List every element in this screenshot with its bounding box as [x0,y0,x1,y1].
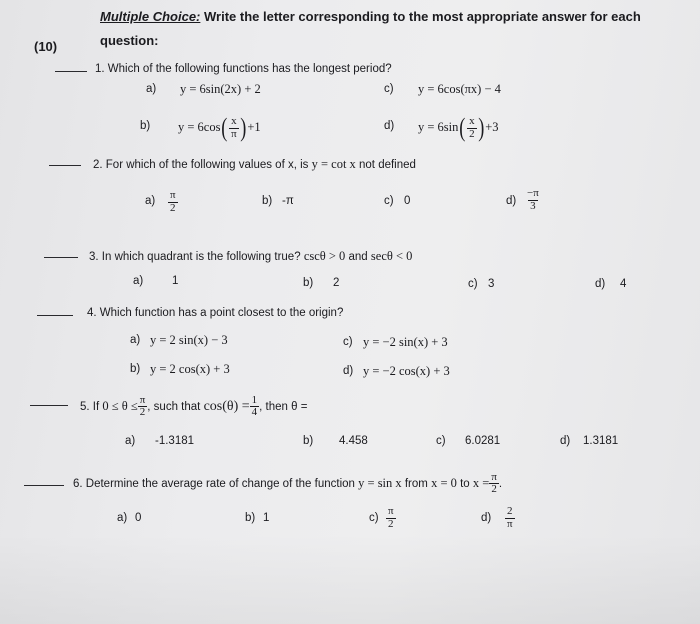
q3-and: and [348,251,368,263]
q1-b-rparen: ) [240,113,247,143]
q5-such: , such that [147,401,201,413]
q5-option-d: 1.3181 [583,435,619,447]
q6-x1-fraction [489,472,499,496]
q6-d-den: π [507,517,513,530]
q3-cond1: cscθ > 0 [303,249,346,263]
answer-blank-q3[interactable] [44,257,78,258]
q5-range-fraction [138,395,148,419]
q6-question [73,470,502,497]
q4-option-a-label: a) [130,334,141,346]
q5-cos-den: 4 [251,406,258,419]
q4-option-a: y = 2 sin(x) − 3 [150,333,228,347]
q1-option-b [178,113,261,141]
q2-text-expr: y = cot x [311,157,356,171]
q3-text-pre: 3. In which quadrant is the following true? [89,251,301,263]
q6-d-num: 2 [507,505,513,517]
q6-option-a: 0 [135,512,142,524]
q2-option-c: 0 [404,195,411,207]
instruction-text: Write the letter corresponding to the most appropriate answer for each [204,9,641,24]
instruction-line-1 [100,10,641,23]
q6-x1-pre: x = [472,476,490,490]
q5-range-num: π [139,393,146,406]
q5-option-d-label: d) [560,435,571,447]
q6-period: . [498,478,503,490]
q6-c-num: π [388,505,394,517]
q1-d-lparen: ( [459,113,466,143]
q1-option-b-label: b) [140,120,151,132]
q5-question [80,393,307,420]
q6-option-d [505,506,515,530]
answer-blank-q5[interactable] [30,405,68,406]
q6-x1-num: π [491,470,497,483]
q6-option-d-label: d) [481,512,492,524]
q2-option-c-label: c) [384,195,394,207]
q6-option-b-label: b) [245,512,256,524]
q2-option-b-label: b) [262,195,273,207]
q1-d-num: x [469,115,475,128]
q1-question: 1. Which of the following functions has the longest period? [95,63,392,75]
q6-x0: x = 0 [431,476,457,490]
q6-option-c-label: c) [369,512,379,524]
q6-func: y = sin x [358,476,402,490]
q4-question: 4. Which function has a point closest to the origin? [87,307,344,319]
q3-option-d-label: d) [595,278,606,290]
q1-b-den: π [231,127,237,140]
q3-option-b-label: b) [303,277,314,289]
q3-option-d: 4 [620,278,627,290]
q1-option-c: y = 6cos(πx) − 4 [418,82,501,96]
instruction-line-2: question: [100,33,159,48]
answer-blank-q1[interactable] [55,71,87,72]
q2-option-a [168,190,178,214]
q1-option-a-label: a) [146,83,157,95]
q5-range-pre: 0 ≤ θ ≤ [102,399,138,413]
q1-d-den: 2 [469,127,475,140]
q2-option-d [525,188,541,212]
q3-option-b: 2 [333,277,340,289]
answer-blank-q6[interactable] [24,485,64,486]
q5-option-b-label: b) [303,435,314,447]
q1-option-c-label: c) [384,83,394,95]
q5-text-pre: 5. If [80,401,100,413]
multiple-choice-label: Multiple Choice: [100,9,201,24]
q6-c-den: 2 [388,517,394,530]
page-shadow [0,534,700,624]
q2-a-num: π [170,189,176,201]
answer-blank-q4[interactable] [37,315,73,316]
q4-option-d-label: d) [343,365,354,377]
q6-option-c [386,506,396,530]
q2-d-den: 3 [530,199,536,212]
q3-option-a: 1 [172,275,179,287]
q4-option-d: y = −2 cos(x) + 3 [363,364,450,378]
q1-option-d [418,113,499,141]
q4-option-b: y = 2 cos(x) + 3 [150,362,230,376]
q5-cos-pre: cos(θ) = [203,399,250,414]
q1-b-suffix: +1 [247,120,261,134]
q1-d-fraction [467,116,477,140]
q6-x1-den: 2 [491,483,497,496]
q1-b-num: x [231,115,237,128]
q1-b-prefix: y = 6cos [178,120,221,134]
q2-question [93,158,416,172]
q1-b-lparen: ( [221,113,228,143]
q5-option-c-label: c) [436,435,446,447]
q6-text-pre: 6. Determine the average rate of change of the function [73,478,355,490]
q5-option-a-label: a) [125,435,136,447]
q2-option-a-label: a) [145,195,156,207]
q1-d-suffix: +3 [485,120,499,134]
q3-option-c: 3 [488,278,495,290]
q2-option-d-label: d) [506,195,517,207]
q1-b-fraction [229,116,239,140]
q6-option-b: 1 [263,512,270,524]
q2-option-b: -π [282,195,294,207]
q5-then: , then θ = [259,401,308,413]
q3-cond2: secθ < 0 [370,249,413,263]
q5-cos-fraction [250,395,260,419]
q4-option-c-label: c) [343,336,353,348]
answer-blank-q2[interactable] [49,165,81,166]
q5-option-a: -1.3181 [155,435,195,447]
points-label: (10) [34,39,58,54]
q3-option-c-label: c) [468,278,478,290]
q2-text-post: not defined [359,159,416,171]
q4-option-b-label: b) [130,363,141,375]
q4-option-c: y = −2 sin(x) + 3 [363,335,448,349]
q2-d-num: −π [527,187,539,199]
q5-option-b: 4.458 [339,435,368,447]
q1-option-d-label: d) [384,120,395,132]
q1-option-a: y = 6sin(2x) + 2 [180,82,261,96]
q1-d-prefix: y = 6sin [418,120,459,134]
q6-option-a-label: a) [117,512,128,524]
q5-cos-num: 1 [251,393,258,406]
q5-range-den: 2 [139,406,146,419]
q1-d-rparen: ) [477,113,484,143]
q6-from: from [404,478,428,490]
q6-to: to [460,478,470,490]
q5-option-c: 6.0281 [465,435,501,447]
q2-text-pre: 2. For which of the following values of x, is [93,159,309,171]
q2-a-den: 2 [170,201,176,214]
q3-option-a-label: a) [133,275,144,287]
q3-question [89,250,412,264]
